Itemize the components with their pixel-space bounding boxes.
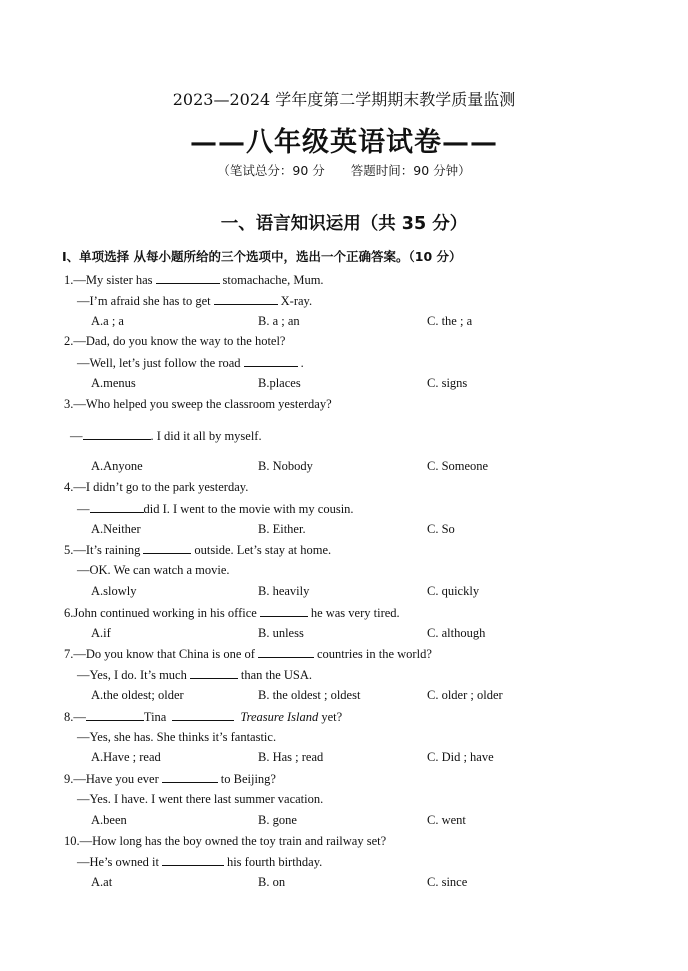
question-2-option-a: A.menus	[91, 376, 136, 390]
answer-blank	[214, 292, 278, 305]
question-3-line-2: — . I did it all by myself.	[70, 429, 262, 443]
answer-blank	[260, 604, 308, 617]
question-3-line-1: 3.—Who helped you sweep the classroom yesterday?	[64, 397, 332, 411]
answer-blank	[162, 770, 218, 783]
answer-blank	[156, 271, 220, 284]
question-9-option-c: C. went	[427, 813, 466, 827]
answer-blank	[86, 708, 144, 721]
question-5-line-1: 5.—It’s raining outside. Let’s stay at home.	[64, 543, 332, 557]
question-4-line-1: 4.—I didn’t go to the park yesterday.	[64, 480, 249, 494]
exam-time: 答题时间：90 分钟）	[350, 163, 471, 178]
question-8-line-1: 8.— Tina Treasure Island yet?	[64, 710, 343, 724]
question-1-option-b: B. a ; an	[258, 314, 300, 328]
question-5-line-2: —OK. We can watch a movie.	[77, 563, 230, 577]
answer-blank	[244, 354, 298, 367]
question-6-line-1: 6.John continued working in his office he was very tired.	[64, 606, 400, 620]
question-1-line-1: 1.—My sister has stomachache, Mum.	[64, 273, 324, 287]
exam-info	[0, 162, 688, 180]
question-9-line-2: —Yes. I have. I went there last summer vacation.	[77, 792, 324, 806]
question-9-line-1: 9.—Have you ever to Beijing?	[64, 772, 276, 786]
question-5-option-b: B. heavily	[258, 584, 310, 598]
question-4-option-a: A.Neither	[91, 522, 141, 536]
question-7-line-2: —Yes, I do. It’s much than the USA.	[77, 668, 313, 682]
answer-blank	[190, 666, 238, 679]
question-2-line-1: 2.—Dad, do you know the way to the hotel?	[64, 334, 286, 348]
section-instruction: Ⅰ、单项选择 从每小题所给的三个选项中，选出一个正确答案。（10 分）	[62, 249, 462, 264]
question-7-option-b: B. the oldest ; oldest	[258, 688, 361, 702]
question-2-line-2: —Well, let’s just follow the road .	[77, 356, 304, 370]
question-8-option-a: A.Have ; read	[91, 750, 161, 764]
answer-blank	[90, 500, 144, 513]
question-3-option-b: B. Nobody	[258, 459, 313, 473]
paper-title: ——八年级英语试卷——	[190, 127, 498, 158]
question-2-option-b: B.places	[258, 376, 301, 390]
question-3-option-a: A.Anyone	[91, 459, 143, 473]
question-1-option-a: A.a ; a	[91, 314, 124, 328]
section-title: 一、语言知识运用（共 35 分）	[220, 214, 468, 234]
question-4-option-b: B. Either.	[258, 522, 306, 536]
exam-title: 2023—2024 学年度第二学期期末教学质量监测	[172, 90, 516, 109]
question-2-option-c: C. signs	[427, 376, 468, 390]
question-10-line-1: 10.—How long has the boy owned the toy train and railway set?	[64, 834, 387, 848]
question-4-option-c: C. So	[427, 522, 455, 536]
answer-blank	[172, 708, 234, 721]
question-6-option-a: A.if	[91, 626, 111, 640]
question-9-option-a: A.been	[91, 813, 127, 827]
question-8-option-c: C. Did ; have	[427, 750, 494, 764]
question-1-option-c: C. the ; a	[427, 314, 473, 328]
question-6-option-b: B. unless	[258, 626, 304, 640]
question-6-option-c: C. although	[427, 626, 486, 640]
total-score: （笔试总分：90 分	[217, 163, 325, 178]
question-10-option-b: B. on	[258, 875, 286, 889]
answer-blank	[83, 427, 151, 440]
answer-blank	[143, 541, 191, 554]
question-9-option-b: B. gone	[258, 813, 297, 827]
answer-blank	[258, 645, 314, 658]
question-8-line-2: —Yes, she has. She thinks it’s fantastic.	[77, 730, 277, 744]
question-7-option-c: C. older ; older	[427, 688, 503, 702]
answer-blank	[162, 853, 224, 866]
question-5-option-a: A.slowly	[91, 584, 137, 598]
question-7-option-a: A.the oldest; older	[91, 688, 184, 702]
question-10-option-c: C. since	[427, 875, 468, 889]
question-1-line-2: —I’m afraid she has to get X-ray.	[77, 294, 313, 308]
question-3-option-c: C. Someone	[427, 459, 489, 473]
question-5-option-c: C. quickly	[427, 584, 480, 598]
question-10-option-a: A.at	[91, 875, 113, 889]
question-7-line-1: 7.—Do you know that China is one of countries in the world?	[64, 647, 432, 661]
question-4-line-2: — did I. I went to the movie with my cousin.	[77, 502, 354, 516]
question-8-option-b: B. Has ; read	[258, 750, 324, 764]
question-10-line-2: —He’s owned it his fourth birthday.	[77, 855, 323, 869]
